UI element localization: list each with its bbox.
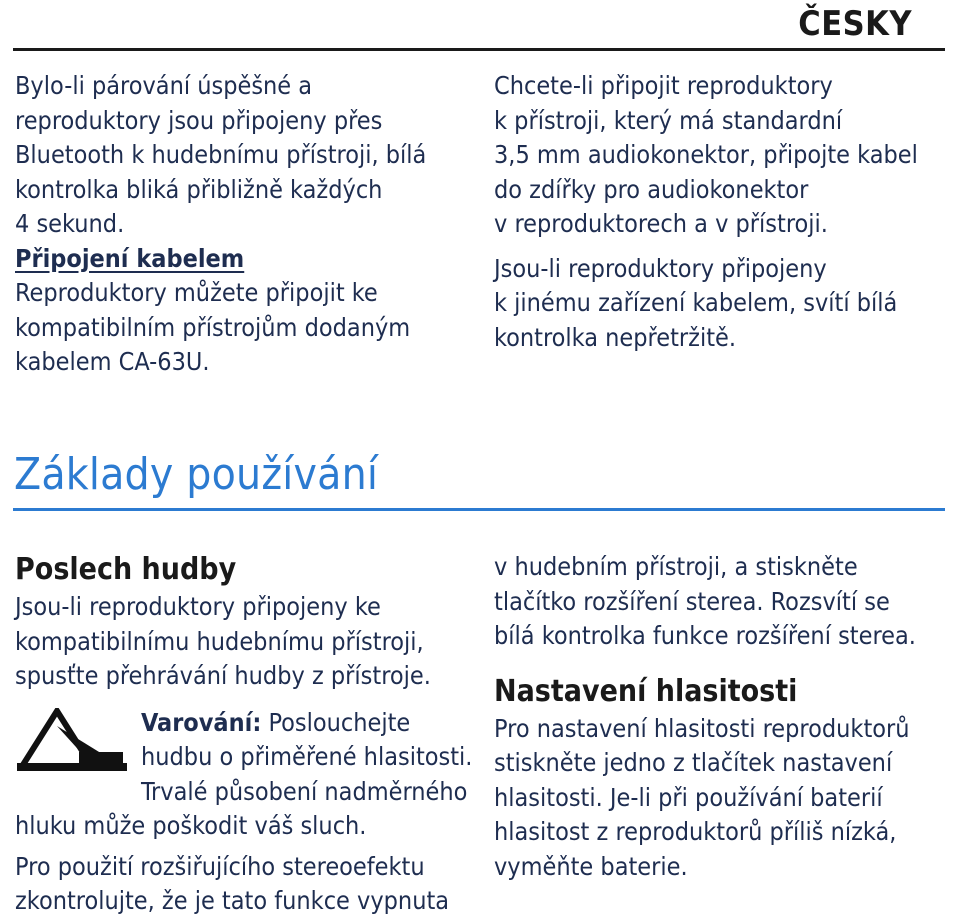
text-line: Chcete-li připojit reproduktory — [494, 71, 833, 100]
text-line: hudbu o přiměřené hlasitosti. — [141, 742, 473, 771]
indicator-paragraph — [494, 252, 944, 356]
text-line: Jsou-li reproduktory připojeny ke — [15, 592, 381, 621]
listening-column — [15, 550, 473, 919]
pairing-paragraph — [15, 69, 465, 242]
audio-connector-paragraph — [494, 69, 944, 242]
text-line: tlačítko rozšíření sterea. Rozsvítí se — [494, 586, 890, 616]
text-line: vyměňte baterie. — [494, 851, 688, 881]
text-line: Jsou-li reproduktory připojeny — [494, 253, 827, 283]
warning-last-line: hluku může poškodit váš sluch. — [15, 811, 367, 840]
text-line: v reproduktorech a v přístroji. — [494, 209, 828, 238]
text-line: hlasitost z reproduktorů příliš nízká, — [494, 817, 897, 846]
warning-text: Poslouchejte — [261, 707, 411, 737]
text-line: Reproduktory můžete připojit ke — [15, 278, 378, 307]
bottom-right-column — [494, 550, 944, 884]
text-line: 4 sekund. — [15, 209, 125, 238]
text-line: Bylo-li párování úspěšné a — [15, 71, 313, 100]
text-line: spusťte přehrávání hudby z přístroje. — [15, 661, 431, 690]
text-line: hlasitosti. Je-li při používání baterií — [494, 782, 883, 812]
stereo-continued-paragraph — [494, 550, 944, 654]
listening-paragraph — [15, 590, 470, 694]
text-line: bílá kontrolka funkce rozšíření sterea. — [494, 621, 916, 650]
text-line: zkontrolujte, že je tato funkce vypnuta — [15, 886, 450, 915]
text-line: do zdířky pro audiokonektor — [494, 174, 809, 204]
cable-connection-heading: Připojení kabelem — [15, 243, 245, 273]
volume-title: Nastavení hlasitosti — [494, 673, 798, 709]
text-line: Trvalé působení nadměrného — [141, 776, 468, 806]
listening-title: Poslech hudby — [15, 552, 237, 587]
text-line: k jinému zařízení kabelem, svítí bílá — [494, 288, 898, 317]
warning-block — [15, 706, 473, 844]
text-line: v hudebním přístroji, a stiskněte — [494, 552, 858, 581]
warning-first-line — [141, 706, 470, 741]
top-rule — [13, 48, 945, 51]
text-line: stiskněte jedno z tlačítek nastavení — [494, 748, 893, 777]
cable-paragraph — [15, 276, 465, 380]
text-line: Pro použití rozšiřujícího stereoefektu — [15, 851, 425, 881]
top-left-column — [15, 69, 465, 380]
text-line: kontrolka nepřetržitě. — [494, 322, 736, 352]
text-line: Bluetooth k hudebnímu přístroji, bílá — [15, 140, 427, 169]
text-line: 3,5 mm audiokonektor, připojte kabel — [494, 140, 918, 169]
text-line: Pro nastavení hlasitosti reproduktorů — [494, 713, 910, 743]
chapter-rule — [13, 508, 945, 511]
language-header: ČESKY — [798, 4, 912, 44]
top-right-column — [494, 69, 944, 355]
warning-triangle-icon — [17, 708, 129, 772]
stereo-paragraph — [15, 850, 470, 919]
text-line: kabelem CA-63U. — [15, 347, 210, 376]
text-line: kompatibilnímu hudebnímu přístroji, — [15, 626, 424, 656]
chapter-title: Základy používání — [14, 449, 379, 500]
text-line: k přístroji, který má standardní — [494, 105, 843, 135]
text-line: kompatibilním přístrojům dodaným — [15, 312, 411, 342]
text-line: kontrolka bliká přibližně každých — [15, 174, 383, 204]
volume-paragraph — [494, 712, 944, 885]
warning-label: Varování: — [141, 707, 262, 737]
text-line: reproduktory jsou připojeny přes — [15, 105, 383, 135]
